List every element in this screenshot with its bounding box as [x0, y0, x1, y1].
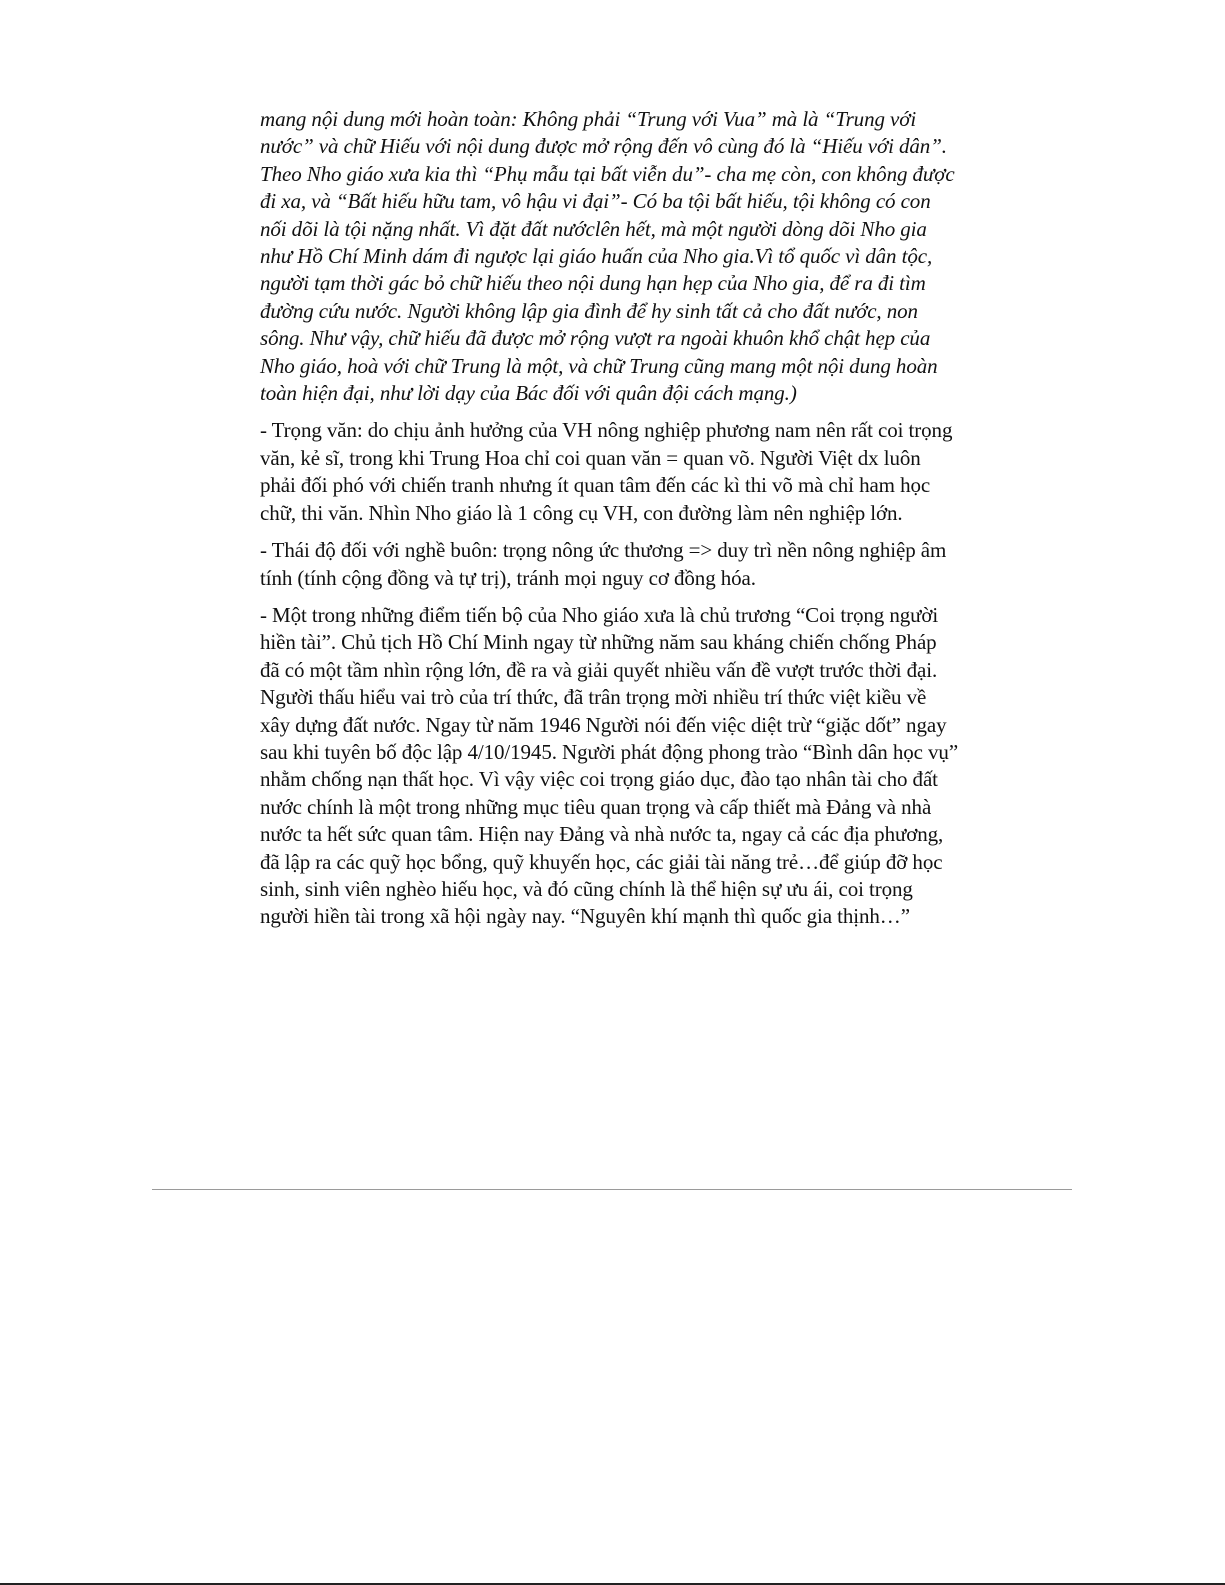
- paragraph-hien-tai: - Một trong những điểm tiến bộ của Nho giáo xưa là chủ trương “Coi trọng người hiền tài”. Chủ tịch Hồ Chí Minh ngay từ những năm sau kháng chiến chống Pháp đã có một tầm nhìn rộng lớn, đề ra và giải quyết nhiều vấn đề vượt trước thời đại. Người thấu hiểu vai trò của trí thức, đã trân trọng mời nhiều trí thức việt kiều về xây dựng đất nước. Ngay từ năm 1946 Người nói đến việc diệt trừ “giặc dốt” ngay sau khi tuyên bố độc lập 4/10/1945. Người phát động phong trào “Bình dân học vụ” nhằm chống nạn thất học. Vì vậy việc coi trọng giáo dục, đào tạo nhân tài cho đất nước chính là một trong những mục tiêu quan trọng và cấp thiết mà Đảng và nhà nước ta hết sức quan tâm. Hiện nay Đảng và nhà nước ta, ngay cả các địa phương, đã lập ra các quỹ học bổng, quỹ khuyến học, các giải tài năng trẻ…để giúp đỡ học sinh, sinh viên nghèo hiếu học, và đó cũng chính là thể hiện sự ưu ái, coi trọng người hiền tài trong xã hội ngày nay. “Nguyên khí mạnh thì quốc gia thịnh…”: [260, 602, 959, 929]
- paragraph-italic-quote: mang nội dung mới hoàn toàn: Không phải “Trung với Vua” mà là “Trung với nước” và chữ Hiếu với nội dung được mở rộng đến vô cùng đó là “Hiếu với dân”. Theo Nho giáo xưa kia thì “Phụ mẫu tại bất viễn du”- cha mẹ còn, con không được đi xa, và “Bất hiếu hữu tam, vô hậu vi đại”- Có ba tội bất hiếu, tội không có con nối dõi là tội nặng nhất. Vì đặt đất nướclên hết, mà một người dòng dõi Nho gia như Hồ Chí Minh dám đi ngược lại giáo huấn của Nho gia.Vì tổ quốc vì dân tộc, người tạm thời gác bỏ chữ hiếu theo nội dung hạn hẹp của Nho gia, để ra đi tìm đường cứu nước. Người không lập gia đình để hy sinh tất cả cho đất nước, non sông. Như vậy, chữ hiếu đã được mở rộng vượt ra ngoài khuôn khổ chật hẹp của Nho giáo, hoà với chữ Trung là một, và chữ Trung cũng mang một nội dung hoàn toàn hiện đại, như lời dạy của Bác đối với quân đội cách mạng.): [260, 107, 955, 406]
- paragraph-nghe-buon: - Thái độ đối với nghề buôn: trọng nông ức thương => duy trì nền nông nghiệp âm tính (tính cộng đồng và tự trị), tránh mọi nguy cơ đồng hóa.: [260, 538, 947, 590]
- paragraph-trong-van: - Trọng văn: do chịu ảnh hưởng của VH nông nghiệp phương nam nên rất coi trọng văn, kẻ sĩ, trong khi Trung Hoa chỉ coi quan văn = quan võ. Người Việt dx luôn phải đối phó với chiến tranh nhưng ít quan tâm đến các kì thi võ mà chỉ ham học chữ, thi văn. Nhìn Nho giáo là 1 công cụ VH, con đường làm nên nghiệp lớn.: [260, 418, 953, 525]
- page-divider-line: [152, 1189, 1072, 1190]
- body-text: [260, 106, 960, 941]
